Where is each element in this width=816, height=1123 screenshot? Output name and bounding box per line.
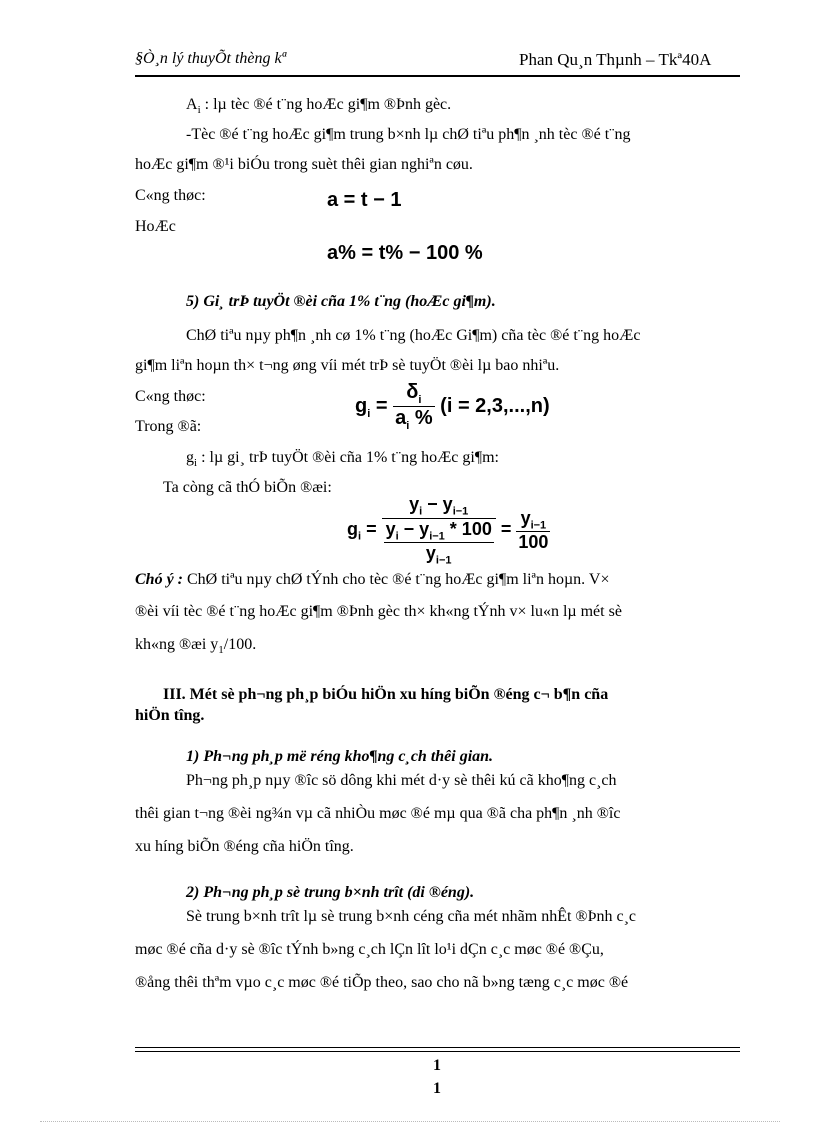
page-number: 1 xyxy=(433,1080,441,1097)
paragraph-line: Ta còng cã thÓ biÕn ®æi: xyxy=(163,479,332,496)
subsection-2-title: 2) Ph¬ng ph¸p sè trung b×nh trît (di ®éng). xyxy=(186,884,475,901)
formula-gi-transform: $g_i$ = $\frac{y_i - y_{i-1}}{\frac{y_i - y_{i-1} * 100}{y_{i-1}}}$ = $\frac{y_{i-1}}{100}$ xyxy=(347,494,549,567)
formula-label: C«ng thøc: xyxy=(135,187,206,204)
where-label: Trong ®ã: xyxy=(135,418,202,435)
section-3-heading-cont: hiÖn tîng. xyxy=(135,707,205,724)
formula-a-equals-t-minus-1: a = t − 1 xyxy=(327,189,402,211)
page-edge-dots xyxy=(40,1121,780,1122)
section-5-title: 5) Gi¸ trÞ tuyÖt ®èi cña 1% t¨ng (hoÆc gi¶m). xyxy=(186,293,496,310)
footer-divider xyxy=(135,1047,740,1048)
section-3-heading: III. Mét sè ph¬ng ph¸p biÓu hiÖn xu híng biÕn ®éng c¬ b¶n cña xyxy=(163,686,609,703)
paragraph-line: Sè trung b×nh trît lµ sè trung b×nh céng cña mét nhãm nhÊt ®Þnh c¸c xyxy=(186,908,636,925)
paragraph-line: gi¶m liªn hoµn th× t¬ng øng víi mét trÞ sè tuyÖt ®èi lµ bao nhiªu. xyxy=(135,357,560,374)
definition-gi: $g_i$ : lµ gi¸ trÞ tuyÖt ®èi cña 1% t¨ng hoÆc gi¶m: xyxy=(186,449,499,470)
paragraph-line: hoÆc gi¶m ®¹i biÓu trong suèt thêi gian nghiªn cøu. xyxy=(135,156,473,173)
formula-label-or: HoÆc xyxy=(135,218,176,235)
paragraph-line: -Tèc ®é t¨ng hoÆc gi¶m trung b×nh lµ chØ tiªu ph¶n ¸nh tèc ®é t¨ng xyxy=(186,126,631,143)
footer-divider xyxy=(135,1051,740,1052)
note-line: Chó ý : ChØ tiªu nµy chØ tÝnh cho tèc ®é t¨ng hoÆc gi¶m liªn hoµn. V× xyxy=(135,571,610,588)
paragraph-line: ®ång thêi thªm vµo c¸c møc ®é tiÕp theo, sao cho nã b»ng tæng c¸c møc ®é xyxy=(135,974,629,991)
note-line: kh«ng ®æi $y_1/100$. xyxy=(135,636,257,657)
note-label: Chó ý : xyxy=(135,571,183,588)
definition-Ai: $A_i$ : lµ tèc ®é t¨ng hoÆc gi¶m ®Þnh gèc. xyxy=(186,96,452,117)
header-document-title: §Ò¸n lý thuyÕt thèng kª xyxy=(135,50,287,67)
formula-gi-delta: $g_i$ = $\frac{\delta_i}{a_i \%}$ (i = 2,3,...,n) xyxy=(355,381,550,432)
paragraph-line: Ph¬ng ph¸p nµy ®îc sö dông khi mét d·y sè thêi kú cã kho¶ng c¸ch xyxy=(186,772,617,789)
paragraph-line: ChØ tiªu nµy ph¶n ¸nh cø 1% t¨ng (hoÆc Gi¶m) cña tèc ®é t¨ng hoÆc xyxy=(186,327,641,344)
formula-label: C«ng thøc: xyxy=(135,388,206,405)
subsection-1-title: 1) Ph¬ng ph¸p më réng kho¶ng c¸ch thêi gian. xyxy=(186,748,494,765)
header-divider xyxy=(135,75,740,77)
note-line: ®èi víi tèc ®é t¨ng hoÆc gi¶m ®Þnh gèc th× kh«ng tÝnh v× lu«n lµ mét sè xyxy=(135,603,622,620)
paragraph-line: xu híng biÕn ®éng cña hiÖn tîng. xyxy=(135,838,354,855)
paragraph-line: thêi gian t¬ng ®èi ng¾n vµ cã nhiÒu møc ®é mµ qua ®ã cha ph¶n ¸nh ®îc xyxy=(135,805,621,822)
formula-a-percent: a% = t% − 100 % xyxy=(327,242,483,264)
page-number: 1 xyxy=(433,1057,441,1074)
header-author: Phan Qu¸n Thµnh – Tkª40A xyxy=(519,50,712,69)
paragraph-line: møc ®é cña d·y sè ®îc tÝnh b»ng c¸ch lÇn lît lo¹i dÇn c¸c møc ®é ®Çu, xyxy=(135,941,604,958)
